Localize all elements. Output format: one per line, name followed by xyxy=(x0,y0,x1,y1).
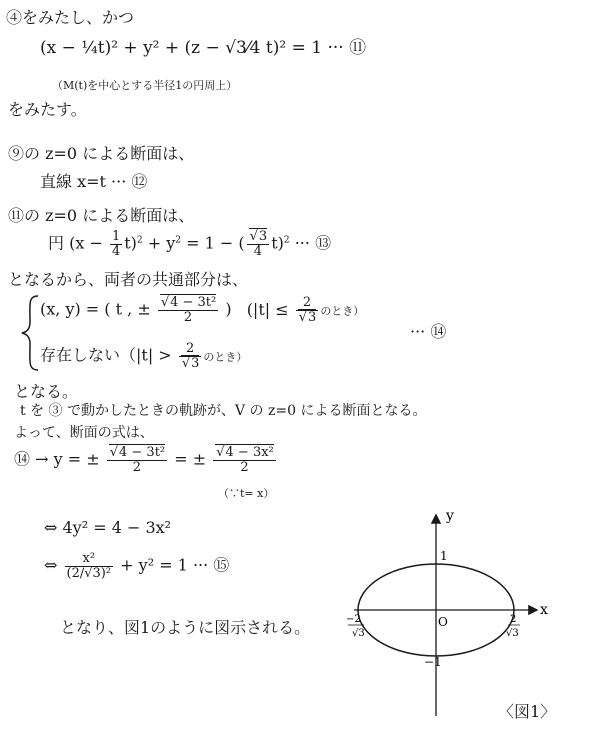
iff-symbol: ⇔ xyxy=(44,555,58,575)
figure-caption: 〈図1〉 xyxy=(498,702,557,721)
y-axis-label: y xyxy=(446,508,454,524)
pair-close: ) xyxy=(225,299,232,319)
numerator: 1 xyxy=(111,229,121,244)
condition-le-end: のとき） xyxy=(320,304,365,318)
paren-open: ( xyxy=(238,233,245,253)
radical: √ 3 xyxy=(249,228,268,244)
numerator xyxy=(247,230,270,245)
text-line-section-11: ⑪の z=0 による断面は、 xyxy=(8,206,195,225)
numerator xyxy=(107,446,167,461)
eq13-t-close: t) xyxy=(124,233,137,253)
exponent: 2 xyxy=(136,235,143,246)
fraction-x2-over-scaled xyxy=(65,552,114,580)
radical: √ 3 xyxy=(181,355,200,371)
radical: √ 3 xyxy=(298,309,317,325)
x-tick-left-denominator: √3 xyxy=(352,628,365,639)
text-line-satisfies: をみたす。 xyxy=(8,100,87,119)
eq13-rhs: = 1 − xyxy=(186,233,234,253)
x-tick-left-numerator: −2 xyxy=(346,614,361,625)
eq15-rest: + y² = 1 ··· ⑮ xyxy=(120,555,230,575)
denominator: 2 xyxy=(132,459,142,475)
eq13-plus-y: + y xyxy=(147,233,176,253)
numerator: 2 xyxy=(296,296,319,311)
numerator: x² xyxy=(65,552,114,567)
pair-lhs: (x, y) = ( t , ± xyxy=(40,299,151,319)
radical: √ 4 − 3x² xyxy=(215,444,274,460)
text-line-intersection: となるから、両者の共通部分は、 xyxy=(8,270,249,289)
denominator: (2/√3)² xyxy=(66,565,112,581)
x-tick-right-numerator: 2 xyxy=(510,614,517,625)
equation-ellipse-expanded: ⇔ 4y² = 4 − 3x² xyxy=(44,518,172,537)
fraction-one-quarter xyxy=(110,230,122,258)
numerator xyxy=(158,296,218,311)
fraction-root3-over-4 xyxy=(247,230,270,258)
variable-t: t xyxy=(271,233,278,253)
x-tick-right-denominator: √3 xyxy=(506,628,519,639)
exponent: 2 xyxy=(283,235,290,246)
figure-ellipse xyxy=(346,480,570,720)
case-exists xyxy=(40,296,364,324)
radical: √ 4 − 3t² xyxy=(109,444,165,460)
numerator xyxy=(213,446,276,461)
numerator: 2 xyxy=(179,342,202,357)
text-line-therefore: よって、断面の式は、 xyxy=(14,425,154,441)
text-line-section-9: ⑨の z=0 による断面は、 xyxy=(8,144,195,163)
equation-12: 直線 x=t ··· ⑫ xyxy=(40,172,148,191)
fraction-root-4-3t2-over-2 xyxy=(158,296,218,324)
radical: √ 4 − 3t² xyxy=(160,294,216,310)
paren-close: ) xyxy=(277,233,284,253)
circle-label: 円 xyxy=(48,233,65,253)
condition-gt-end: のとき） xyxy=(203,350,248,364)
denominator: 4 xyxy=(111,243,121,259)
fraction-2-over-root3 xyxy=(296,296,319,324)
text-line-becomes: となる。 xyxy=(14,382,79,401)
equation-14-transform xyxy=(14,446,278,474)
label-13: ··· ⑬ xyxy=(294,233,332,253)
equation-13 xyxy=(48,230,331,258)
note-circle-center: （M(t)を中心とする半径1の円周上） xyxy=(52,79,238,92)
y-tick-bottom: −1 xyxy=(424,655,442,669)
denominator: 4 xyxy=(253,243,263,259)
fraction-root-4-3t2-over-2 xyxy=(107,446,167,474)
eq-pm: = ± xyxy=(174,449,207,469)
origin-label: O xyxy=(438,615,448,629)
x-axis-label: x xyxy=(540,602,548,618)
condition-le: (|t| ≤ xyxy=(246,299,289,319)
fraction-root-4-3x2-over-2 xyxy=(213,446,276,474)
none-lhs: 存在しない（|t| > xyxy=(40,345,172,365)
text-line-figure-ref: となり、図1のように図示される。 xyxy=(60,618,311,637)
denominator: 2 xyxy=(240,459,249,475)
label-14: ··· ⑭ xyxy=(410,322,447,341)
case-none xyxy=(40,342,247,370)
note-because-t-equals-x: （∵t= x） xyxy=(218,487,275,500)
equation-15 xyxy=(44,552,229,580)
denominator xyxy=(296,311,319,325)
exponent: 2 xyxy=(175,235,182,246)
left-brace xyxy=(20,294,42,372)
denominator: 2 xyxy=(183,309,193,325)
equation-11: (x − ¼t)² + y² + (z − √3⁄4 t)² = 1 ··· ⑪ xyxy=(40,38,367,58)
eq13-open: (x − xyxy=(69,233,103,253)
y-tick-top: 1 xyxy=(440,549,448,563)
text-line-locus: t を ③ で動かしたときの軌跡が、V の z=0 による断面となる。 xyxy=(20,403,427,419)
eq14-lhs: ⑭ → y = ± xyxy=(14,449,100,469)
denominator xyxy=(179,357,202,371)
text-line-condition-intro: ④をみたし、かつ xyxy=(6,8,135,27)
fraction-2-over-root3 xyxy=(179,342,202,370)
